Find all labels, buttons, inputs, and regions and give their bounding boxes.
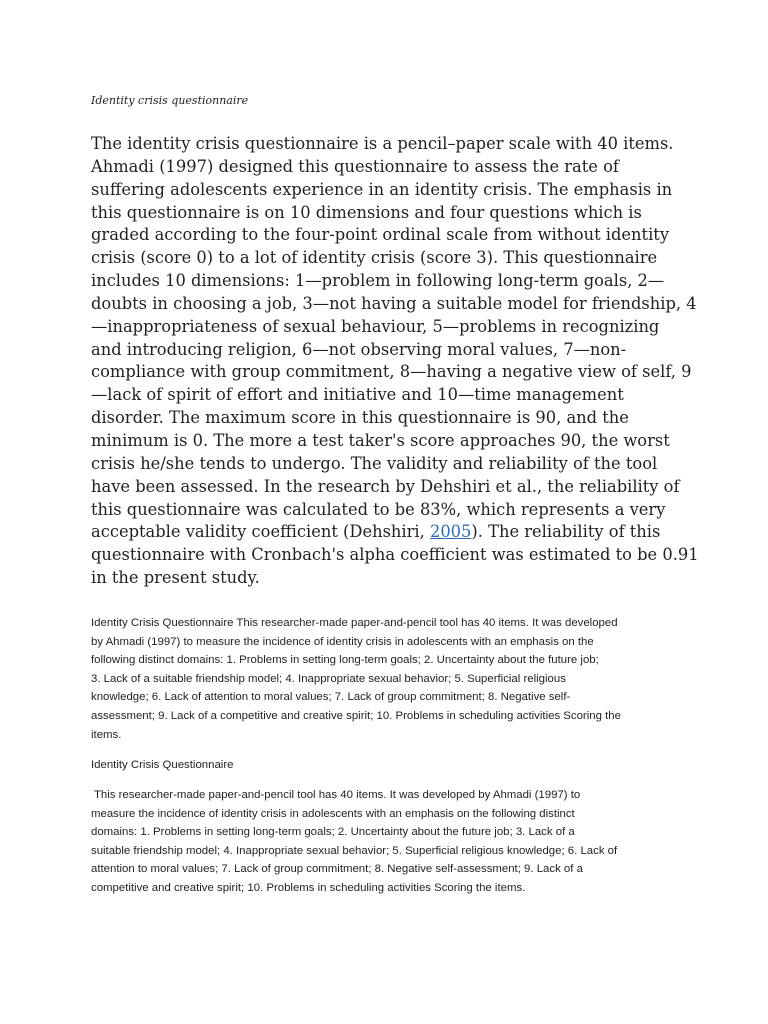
summary-1-line: 3. Lack of a suitable friendship model; 4. Inappropriate sexual behavior; 5. Superficial religious bbox=[91, 672, 566, 685]
citation-text-before: acceptable validity coefficient (Dehshiri, bbox=[91, 522, 430, 542]
main-line: this questionnaire was calculated to be 83%, which represents a very bbox=[91, 499, 666, 519]
summary-2-line: suitable friendship model; 4. Inappropriate sexual behavior; 5. Superficial religious knowledge; 6. Lack of bbox=[91, 844, 618, 857]
main-line: questionnaire with Cronbach's alpha coefficient was estimated to be 0.91 bbox=[91, 545, 699, 565]
main-line: compliance with group commitment, 8—having a negative view of self, 9 bbox=[91, 362, 692, 382]
summary-1-line: assessment; 9. Lack of a competitive and creative spirit; 10. Problems in scheduling activities Scoring the bbox=[91, 709, 621, 722]
summary-2-line: measure the incidence of identity crisis in adolescents with an emphasis on the following distinct bbox=[91, 807, 575, 820]
summary-1-line: by Ahmadi (1997) to measure the incidence of identity crisis in adolescents with an emphasis on the bbox=[91, 635, 594, 648]
main-line: in the present study. bbox=[91, 568, 260, 588]
main-line: The identity crisis questionnaire is a pencil–paper scale with 40 items. bbox=[91, 134, 674, 153]
summary-1-line: Identity Crisis Questionnaire This researcher-made paper-and-pencil tool has 40 items. It was developed bbox=[91, 617, 618, 629]
summary-2-line: This researcher-made paper-and-pencil tool has 40 items. It was developed by Ahmadi (1997) to bbox=[91, 789, 581, 801]
summary-1-line: following distinct domains: 1. Problems in setting long-term goals; 2. Uncertainty about the future job; bbox=[91, 654, 599, 667]
main-line: —inappropriateness of sexual behaviour, 5—problems in recognizing bbox=[91, 316, 660, 336]
main-line: minimum is 0. The more a test taker's score approaches 90, the worst bbox=[91, 430, 670, 450]
summary-1-line: knowledge; 6. Lack of attention to moral values; 7. Lack of group commitment; 8. Negative self- bbox=[91, 691, 571, 704]
main-line: this questionnaire is on 10 dimensions and four questions which is bbox=[91, 202, 642, 222]
main-line: —lack of spirit of effort and initiative and 10—time management bbox=[91, 385, 624, 405]
summary-title-2: Identity Crisis Questionnaire bbox=[91, 759, 234, 771]
main-line: crisis (score 0) to a lot of identity crisis (score 3). This questionnaire bbox=[91, 248, 658, 268]
main-line: graded according to the four-point ordinal scale from without identity bbox=[91, 225, 670, 245]
citation-text-after: ). The reliability of this bbox=[471, 522, 661, 542]
summary-1-line: items. bbox=[91, 728, 122, 741]
summary-2-line: domains: 1. Problems in setting long-term goals; 2. Uncertainty about the future job; 3. Lack of a bbox=[91, 826, 575, 839]
main-line: have been assessed. In the research by Dehshiri et al., the reliability of bbox=[91, 476, 680, 496]
main-line: suffering adolescents experience in an identity crisis. The emphasis in bbox=[91, 179, 673, 199]
section-heading: Identity crisis questionnaire bbox=[91, 94, 249, 107]
summary-paragraph-2 bbox=[91, 786, 691, 898]
citation-link[interactable]: 2005 bbox=[429, 522, 472, 542]
main-line: doubts in choosing a job, 3—not having a suitable model for friendship, 4 bbox=[91, 293, 697, 313]
summary-2-line: attention to moral values; 7. Lack of group commitment; 8. Negative self-assessment; 9. Lack of a bbox=[91, 863, 583, 876]
main-line: includes 10 dimensions: 1—problem in following long-term goals, 2— bbox=[91, 271, 665, 291]
main-line: and introducing religion, 6—not observing moral values, 7—non- bbox=[91, 339, 627, 359]
citation-line bbox=[91, 521, 691, 544]
summary-paragraph-1 bbox=[91, 614, 691, 744]
summary-2-line: competitive and creative spirit; 10. Problems in scheduling activities Scoring the items. bbox=[91, 881, 526, 894]
main-line: crisis he/she tends to undergo. The validity and reliability of the tool bbox=[91, 453, 658, 473]
main-line: Ahmadi (1997) designed this questionnaire to assess the rate of bbox=[91, 156, 619, 176]
main-paragraph bbox=[91, 133, 699, 590]
main-line: disorder. The maximum score in this questionnaire is 90, and the bbox=[91, 408, 629, 428]
